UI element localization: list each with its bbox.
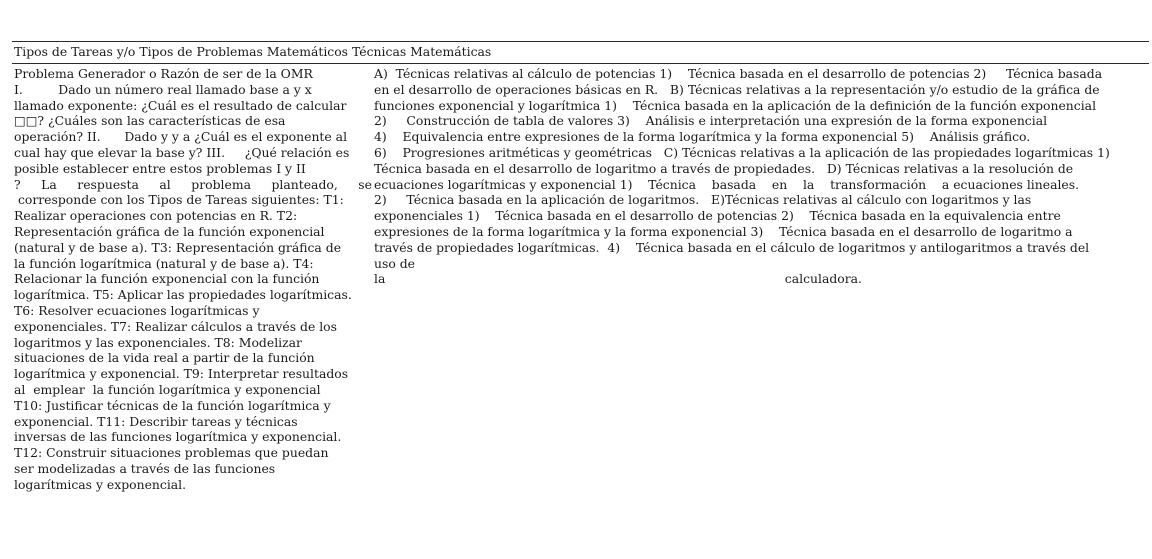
left-line-3: llamado exponente: ¿Cuál es el resultado de calcular bbox=[14, 97, 347, 113]
right-last-word-left: la bbox=[374, 271, 386, 287]
left-line-11: Representación gráfica de la función exponencial bbox=[14, 223, 325, 239]
left-line-15: logarítmica. T5: Aplicar las propiedades logarítmicas. bbox=[14, 287, 352, 303]
left-line-19: situaciones de la vida real a partir de la función bbox=[14, 350, 315, 366]
left-line-7: posible establecer entre estos problemas I y II bbox=[14, 160, 306, 176]
left-line-26: ser modelizadas a través de las funciones bbox=[14, 460, 276, 476]
left-line-6: cual hay que elevar la base y? III. ¿Qué relación es bbox=[14, 144, 350, 160]
right-line-10: exponenciales 1) Técnica basada en el desarrollo de potencias 2) Técnica basada en la equivalencia entre bbox=[374, 208, 1061, 224]
left-line-12: (natural y de base a). T3: Representación gráfica de bbox=[14, 239, 342, 255]
tipos-de-tareas-column bbox=[14, 66, 372, 493]
left-line-27: logarítmicas y exponencial. bbox=[14, 476, 187, 492]
left-line-5: operación? II. Dado y y a ¿Cuál es el exponente al bbox=[14, 129, 348, 145]
left-line-22: T10: Justificar técnicas de la función logarítmica y bbox=[14, 397, 331, 413]
left-line-2: I. Dado un número real llamado base a y x bbox=[14, 81, 312, 97]
right-line-4: 2) Construcción de tabla de valores 3) Análisis e interpretación una expresión de la forma exponencial bbox=[374, 113, 1048, 129]
left-line-24: inversas de las funciones logarítmica y exponencial. bbox=[14, 429, 342, 445]
left-line-1: Problema Generador o Razón de ser de la OMR bbox=[14, 66, 313, 81]
right-line-6: 6) Progresiones aritméticas y geométricas C) Técnicas relativas a la aplicación de las propiedades logarítmicas 1) bbox=[374, 144, 1110, 160]
right-line-11: expresiones de la forma logarítmica y la forma exponencial 3) Técnica basada en el desarrollo de logaritmo a bbox=[374, 223, 1073, 239]
left-line-16: T6: Resolver ecuaciones logarítmicas y bbox=[14, 302, 260, 318]
left-line-9: corresponde con los Tipos de Tareas siguientes: T1: bbox=[14, 192, 344, 208]
left-line-23: exponencial. T11: Describir tareas y técnicas bbox=[14, 413, 298, 429]
table-header: Tipos de Tareas y/o Tipos de Problemas Matemáticos Técnicas Matemáticas bbox=[14, 44, 492, 59]
left-line-21: al emplear la función logarítmica y exponencial bbox=[14, 381, 321, 397]
right-line-2: en el desarrollo de operaciones básicas en R. B) Técnicas relativas a la representación y/o estudio de la gráfica de bbox=[374, 81, 1100, 97]
right-line-7: Técnica basada en el desarrollo de logaritmo a través de propiedades. D) Técnicas relativas a la resolución de bbox=[374, 160, 1074, 176]
right-line-14 bbox=[374, 271, 1144, 287]
left-line-25: T12: Construir situaciones problemas que puedan bbox=[14, 445, 329, 461]
left-line-14: Relacionar la función exponencial con la función bbox=[14, 271, 320, 287]
right-line-3: funciones exponencial y logarítmica 1) Técnica basada en la aplicación de la definición de la función exponencial bbox=[374, 97, 1097, 113]
left-line-20: logarítmica y exponencial. T9: Interpretar resultados bbox=[14, 366, 349, 382]
tecnicas-matematicas-column bbox=[374, 66, 1144, 287]
right-line-13: uso de bbox=[374, 255, 416, 271]
right-line-12: través de propiedades logarítmicas. 4) Técnica basada en el cálculo de logaritmos y antilogaritmos a través del bbox=[374, 239, 1090, 255]
right-line-5: 4) Equivalencia entre expresiones de la forma logarítmica y la forma exponencial 5) Análisis gráfico. bbox=[374, 129, 1031, 145]
left-line-13: la función logarítmica (natural y de base a). T4: bbox=[14, 255, 314, 271]
left-line-8: ? La respuesta al problema planteado, se bbox=[14, 176, 372, 192]
right-last-word-right: calculadora. bbox=[784, 271, 862, 287]
table-top-rule bbox=[12, 41, 1149, 42]
left-line-10: Realizar operaciones con potencias en R. T2: bbox=[14, 208, 298, 224]
left-line-18: logaritmos y las exponenciales. T8: Modelizar bbox=[14, 334, 302, 350]
table-header-rule bbox=[12, 63, 1149, 64]
left-line-17: exponenciales. T7: Realizar cálculos a través de los bbox=[14, 318, 337, 334]
right-line-8: ecuaciones logarítmicas y exponencial 1) Técnica basada en la transformación a ecuaciones lineales. bbox=[374, 176, 1080, 192]
right-line-1: A) Técnicas relativas al cálculo de potencias 1) Técnica basada en el desarrollo de potencias 2) Técnica basada bbox=[374, 66, 1103, 81]
right-line-9: 2) Técnica basada en la aplicación de logaritmos. E)Técnicas relativas al cálculo con logaritmos y las bbox=[374, 192, 1032, 208]
left-line-4: □□? ¿Cuáles son las características de esa bbox=[14, 113, 286, 129]
